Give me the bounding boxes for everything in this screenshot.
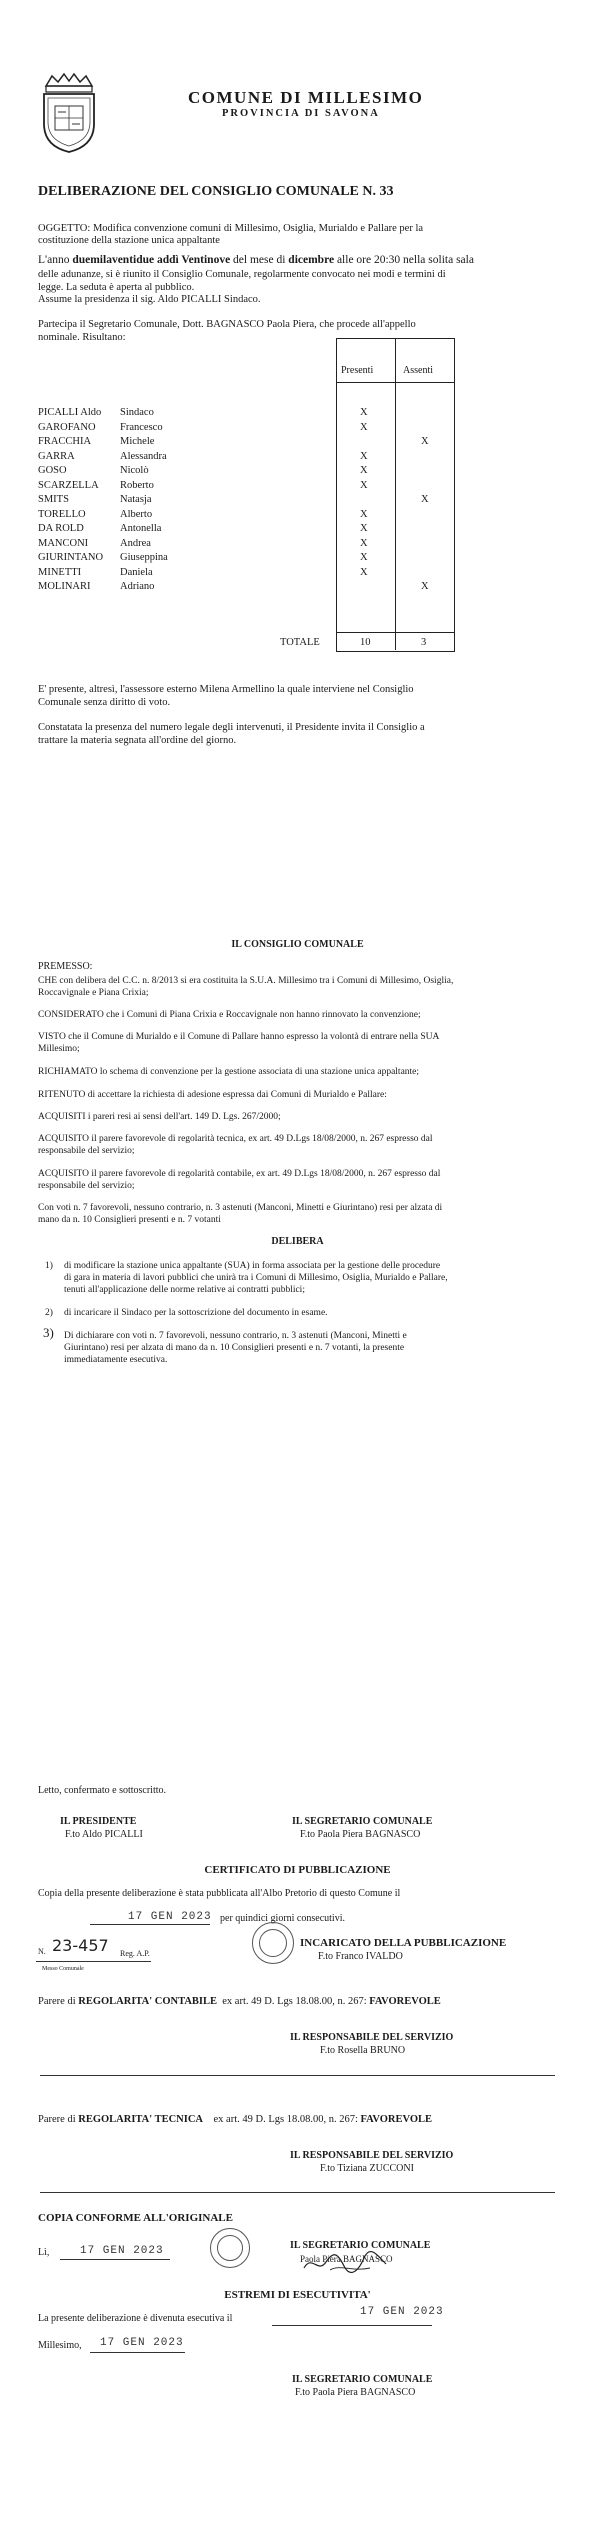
present-mark: X bbox=[360, 552, 368, 563]
councillor-surname: SCARZELLA bbox=[38, 480, 99, 491]
councillor-firstname: Antonella bbox=[120, 523, 162, 534]
delibera-2-number: 2) bbox=[45, 1308, 53, 1318]
councillor-firstname: Michele bbox=[120, 436, 155, 447]
councillor-surname: MOLINARI bbox=[38, 581, 91, 592]
intro-line2: delle adunanze, si è riunito il Consiglio Comunale, regolarmente convocato nei modi e termini di bbox=[38, 269, 446, 280]
reg-sub: Messo Comunale bbox=[42, 1966, 84, 1972]
absent-mark: X bbox=[421, 494, 429, 505]
resp1-title: IL RESPONSABILE DEL SERVIZIO bbox=[290, 2032, 454, 2043]
councillor-firstname: Daniela bbox=[120, 567, 153, 578]
col-absent-header: Assenti bbox=[403, 365, 433, 376]
reg-label: Reg. A.P. bbox=[120, 1949, 150, 1958]
segretario-title: IL SEGRETARIO COMUNALE bbox=[292, 1816, 433, 1827]
mill-date-stamp: 17 GEN 2023 bbox=[100, 2337, 184, 2349]
councillor-surname: SMITS bbox=[38, 494, 69, 505]
intro-line1 bbox=[38, 253, 474, 267]
considerato: CONSIDERATO che i Comuni di Piana Crixia e Roccavignale non hanno rinnovato la convenzione; bbox=[38, 1010, 421, 1020]
tecnica-post: ex art. 49 D. Lgs 18.08.00, n. 267: bbox=[213, 2114, 358, 2125]
segretario-name: F.to Paola Piera BAGNASCO bbox=[300, 1829, 421, 1840]
present-mark: X bbox=[360, 480, 368, 491]
delibera-3-line3: immediatamente esecutiva. bbox=[64, 1355, 168, 1365]
li-label: Lì, bbox=[38, 2247, 50, 2258]
intro-mid: del mese di bbox=[233, 254, 286, 266]
cert-date-line bbox=[90, 1924, 210, 1925]
councillor-surname: MANCONI bbox=[38, 538, 89, 549]
tecnica-line bbox=[38, 2114, 432, 2126]
millesimo-label: Millesimo, bbox=[38, 2340, 82, 2351]
cert-date-stamp: 17 GEN 2023 bbox=[128, 1911, 212, 1923]
resp2-name: F.to Tiziana ZUCCONI bbox=[320, 2163, 414, 2174]
councillor-firstname: Natasja bbox=[120, 494, 152, 505]
acquisito-contabile-line1: ACQUISITO il parere favorevole di regolarità contabile, ex art. 49 D.Lgs 18/08/2000, n. 267 espresso dal bbox=[38, 1169, 441, 1179]
segretario-line1: Partecipa il Segretario Comunale, Dott. BAGNASCO Paola Piera, che procede all'appello bbox=[38, 319, 416, 330]
presidente-title: IL PRESIDENTE bbox=[60, 1816, 137, 1827]
attendance-header-rule bbox=[336, 382, 454, 383]
resp1-name: F.to Rosella BRUNO bbox=[320, 2045, 406, 2056]
councillor-surname: GIURINTANO bbox=[38, 552, 104, 563]
copia-date-stamp: 17 GEN 2023 bbox=[80, 2245, 164, 2257]
delibera-1-number: 1) bbox=[45, 1261, 53, 1271]
copia-conforme: COPIA CONFORME ALL'ORIGINALE bbox=[38, 2212, 233, 2224]
visto-line2: Millesimo; bbox=[38, 1044, 80, 1054]
present-mark: X bbox=[360, 567, 368, 578]
seg2-name: Paola Piera BAGNASCO bbox=[300, 2254, 393, 2264]
intro-line3: legge. La seduta è aperta al pubblico. bbox=[38, 282, 195, 293]
councillor-firstname: Alberto bbox=[120, 509, 153, 520]
assessore-line2: Comunale senza diritto di voto. bbox=[38, 697, 171, 708]
present-mark: X bbox=[360, 465, 368, 476]
present-mark: X bbox=[360, 538, 368, 549]
segretario-line2: nominale. Risultano: bbox=[38, 332, 126, 343]
delibera-3-number: 3) bbox=[43, 1325, 54, 1340]
seal-stamp-2-inner bbox=[217, 2235, 243, 2261]
comune-name: COMUNE DI MILLESIMO bbox=[188, 88, 424, 107]
letto-line: Letto, confermato e sottoscritto. bbox=[38, 1785, 167, 1796]
certificato-heading: CERTIFICATO DI PUBBLICAZIONE bbox=[204, 1864, 391, 1876]
councillor-surname: GOSO bbox=[38, 465, 67, 476]
councillor-firstname: Giuseppina bbox=[120, 552, 168, 563]
premesso-1-line2: Roccavignale e Piana Crixia; bbox=[38, 988, 149, 998]
handwritten-signature-icon bbox=[300, 2250, 390, 2276]
seal-stamp-1-inner bbox=[259, 1929, 287, 1957]
absent-mark: X bbox=[421, 581, 429, 592]
attendance-divider bbox=[395, 338, 396, 650]
councillor-firstname: Francesco bbox=[120, 422, 163, 433]
resp2-title: IL RESPONSABILE DEL SERVIZIO bbox=[290, 2150, 454, 2161]
esec-date-stamp: 17 GEN 2023 bbox=[360, 2306, 444, 2318]
separator-1 bbox=[40, 2075, 555, 2076]
contabile-pre: Parere di bbox=[38, 1996, 76, 2007]
delibera-3-line2: Giurintano) resi per alzata di mano da n. 10 Consiglieri presenti e n. 7 votanti, la presente bbox=[64, 1343, 405, 1353]
coat-of-arms-icon bbox=[38, 72, 100, 154]
certificato-line: Copia della presente deliberazione è stata pubblicata all'Albo Pretorio di questo Comune il bbox=[38, 1888, 401, 1899]
estremi-heading: ESTREMI DI ESECUTIVITA' bbox=[224, 2289, 371, 2301]
delibera-2-line1: di incaricare il Sindaco per la sottoscrizione del documento in esame. bbox=[64, 1308, 328, 1318]
attendance-total-rule bbox=[336, 632, 454, 633]
councillor-firstname: Adriano bbox=[120, 581, 155, 592]
present-mark: X bbox=[360, 422, 368, 433]
oggetto-line2: costituzione della stazione unica appaltante bbox=[38, 235, 220, 246]
intro-pre: L'anno bbox=[38, 254, 70, 266]
councillor-surname: FRACCHIA bbox=[38, 436, 92, 447]
total-present: 10 bbox=[360, 637, 371, 648]
contabile-post: ex art. 49 D. Lgs 18.08.00, n. 267: bbox=[222, 1996, 367, 2007]
col-present-header: Presenti bbox=[341, 365, 374, 376]
tecnica-result: FAVOREVOLE bbox=[360, 2114, 433, 2125]
contabile-bold: REGOLARITA' CONTABILE bbox=[78, 1996, 217, 2007]
reg-number: 23-457 bbox=[52, 1936, 109, 1955]
present-mark: X bbox=[360, 509, 368, 520]
separator-2 bbox=[40, 2192, 555, 2193]
voti-line1: Con voti n. 7 favorevoli, nessuno contrario, n. 3 astenuti (Manconi, Minetti e Giurintano) resi per alzata di bbox=[38, 1203, 443, 1213]
seg2-title: IL SEGRETARIO COMUNALE bbox=[290, 2240, 431, 2251]
councillor-surname: DA ROLD bbox=[38, 523, 84, 534]
copia-date-line bbox=[60, 2259, 170, 2260]
mill-date-line bbox=[90, 2352, 185, 2353]
present-mark: X bbox=[360, 451, 368, 462]
intro-post: alle ore 20:30 nella solita sala bbox=[336, 254, 474, 266]
document-title: DELIBERAZIONE DEL CONSIGLIO COMUNALE N. 33 bbox=[38, 184, 394, 199]
delibera-1-line1: di modificare la stazione unica appaltante (SUA) in forma associata per la gestione delle procedure bbox=[64, 1261, 441, 1271]
incaricato-title: INCARICATO DELLA PUBBLICAZIONE bbox=[300, 1937, 507, 1949]
constatata-line2: trattare la materia segnata all'ordine del giorno. bbox=[38, 735, 237, 746]
councillor-surname: TORELLO bbox=[38, 509, 86, 520]
contabile-result: FAVOREVOLE bbox=[369, 1996, 441, 2007]
premesso-1-line1: CHE con delibera del C.C. n. 8/2013 si era costituita la S.U.A. Millesimo tra i Comuni di Millesimo, Osiglia, bbox=[38, 976, 454, 986]
premesso-label: PREMESSO: bbox=[38, 961, 93, 972]
councillor-firstname: Roberto bbox=[120, 480, 154, 491]
intro-month-bold: dicembre bbox=[288, 254, 335, 266]
visto-line1: VISTO che il Comune di Murialdo e il Comune di Pallare hanno espresso la volontà di entrare nella SUA bbox=[38, 1032, 440, 1042]
ritenuto: RITENUTO di accettare la richiesta di adesione espressa dai Comuni di Murialdo e Pallare: bbox=[38, 1090, 387, 1100]
tecnica-bold: REGOLARITA' TECNICA bbox=[78, 2114, 203, 2125]
oggetto-text-1: Modifica convenzione comuni di Millesimo, Osiglia, Murialdo e Pallare per la bbox=[92, 223, 424, 234]
delibera-1-line3: tenuti all'applicazione delle norme relative ai contratti pubblici; bbox=[64, 1285, 305, 1295]
councillor-firstname: Nicolò bbox=[120, 465, 149, 476]
acquisito-contabile-line2: responsabile del servizio; bbox=[38, 1181, 135, 1191]
provincia-name: PROVINCIA DI SAVONA bbox=[222, 108, 380, 119]
esecutiva-line: La presente deliberazione è divenuta esecutiva il bbox=[38, 2313, 233, 2324]
constatata-line1: Constatata la presenza del numero legale degli intervenuti, il Presidente invita il Consiglio a bbox=[38, 722, 425, 733]
absent-mark: X bbox=[421, 436, 429, 447]
present-mark: X bbox=[360, 407, 368, 418]
seg3-title: IL SEGRETARIO COMUNALE bbox=[292, 2374, 433, 2385]
intro-date-bold: duemilaventidue addì Ventinove bbox=[72, 254, 231, 266]
voti-line2: mano da n. 10 Consiglieri presenti e n. 7 votanti bbox=[38, 1215, 221, 1225]
contabile-line bbox=[38, 1996, 441, 2008]
delibera-heading: DELIBERA bbox=[271, 1236, 324, 1247]
councillor-surname: PICALLI Aldo bbox=[38, 407, 102, 418]
delibera-3-line1: Di dichiarare con voti n. 7 favorevoli, nessuno contrario, n. 3 astenuti (Manconi, Minetti e bbox=[64, 1331, 407, 1341]
councillor-firstname: Andrea bbox=[120, 538, 151, 549]
councillor-surname: GARRA bbox=[38, 451, 75, 462]
total-label: TOTALE bbox=[280, 637, 320, 648]
total-absent: 3 bbox=[421, 637, 427, 648]
councillor-firstname: Sindaco bbox=[120, 407, 154, 418]
acquisiti: ACQUISITI i pareri resi ai sensi dell'art. 149 D. Lgs. 267/2000; bbox=[38, 1112, 281, 1122]
councillor-surname: MINETTI bbox=[38, 567, 82, 578]
councillor-firstname: Alessandra bbox=[120, 451, 167, 462]
consiglio-heading: IL CONSIGLIO COMUNALE bbox=[231, 939, 364, 950]
councillor-surname: GAROFANO bbox=[38, 422, 96, 433]
seg3-name: F.to Paola Piera BAGNASCO bbox=[295, 2387, 416, 2398]
assessore-line1: E' presente, altresì, l'assessore esterno Milena Armellino la quale interviene nel Consiglio bbox=[38, 684, 414, 695]
tecnica-pre: Parere di bbox=[38, 2114, 76, 2125]
incaricato-name: F.to Franco IVALDO bbox=[318, 1951, 403, 1962]
delibera-1-line2: di gara in materia di lavori pubblici che unirà tra i Comuni di Millesimo, Osiglia, Murialdo e Pallare, bbox=[64, 1273, 448, 1283]
presidente-name: F.to Aldo PICALLI bbox=[65, 1829, 143, 1840]
esec-date-line bbox=[272, 2325, 432, 2326]
richiamato: RICHIAMATO lo schema di convenzione per la gestione associata di una stazione unica appaltante; bbox=[38, 1067, 420, 1077]
present-mark: X bbox=[360, 523, 368, 534]
cert-period: per quindici giorni consecutivi. bbox=[220, 1913, 345, 1924]
reg-prefix: N. bbox=[38, 1947, 46, 1956]
acquisito-tecnica-line1: ACQUISITO il parere favorevole di regolarità tecnica, ex art. 49 D.Lgs 18/08/2000, n. 267 espresso dal bbox=[38, 1134, 433, 1144]
acquisito-tecnica-line2: responsabile del servizio; bbox=[38, 1146, 135, 1156]
oggetto-label: OGGETTO: bbox=[38, 223, 91, 234]
reg-line bbox=[36, 1961, 151, 1962]
intro-line4: Assume la presidenza il sig. Aldo PICALLI Sindaco. bbox=[38, 294, 261, 305]
